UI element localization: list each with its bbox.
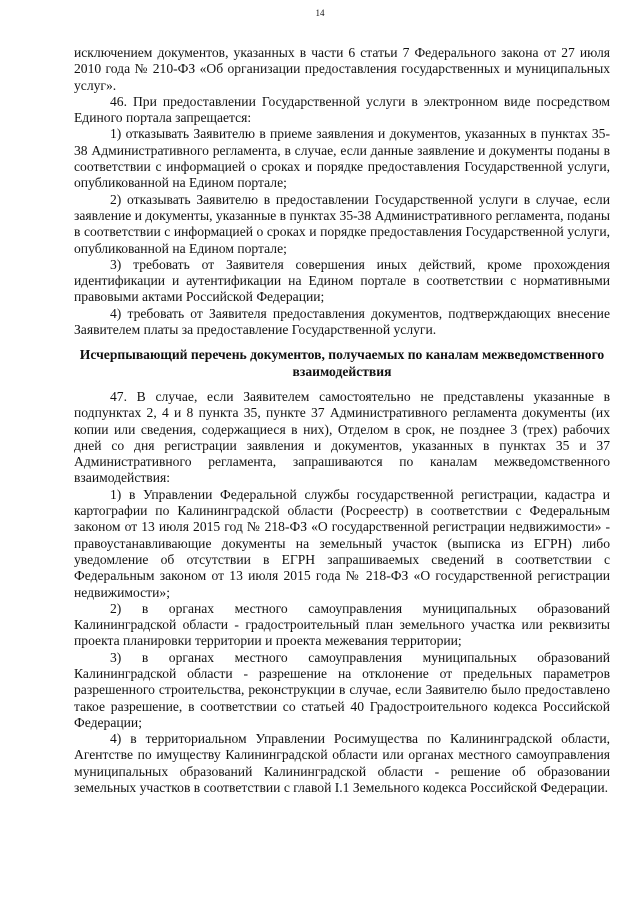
page-content xyxy=(74,45,610,796)
paragraph-continuation: исключением документов, указанных в части 6 статьи 7 Федерального закона от 27 июля 2010 года № 210-ФЗ «Об организации предоставления государственных и муниципальных услуг». xyxy=(74,45,610,93)
paragraph-47-item-3: 3) в органах местного самоуправления муниципальных образований Калининградской области - разрешение на отклонение от предельных параметров разрешенного строительства, реконструкции в случае, если Заявителю было предоставлено такое разрешение, в соответствии со статьей 40 Градостроительного кодекса Российской Федерации; xyxy=(74,649,610,730)
paragraph-46: 46. При предоставлении Государственной услуги в электронном виде посредством Единого портала запрещается: xyxy=(74,93,610,126)
paragraph-47-item-1: 1) в Управлении Федеральной службы государственной регистрации, кадастра и картографии по Калининградской области (Росреестр) в соответствии с Федеральным законом от 13 июля 2015 год № 218-ФЗ «О государственной регистрации недвижимости» - правоустанавливающие документы на земельный участок (выписка из ЕГРН) либо уведомление об отсутствии в ЕГРН запрашиваемых сведений в соответствии с Федеральным законом от 13 июля 2015 года № 218-ФЗ «О государственной регистрации недвижимости»; xyxy=(74,486,610,600)
paragraph-46-item-3: 3) требовать от Заявителя совершения иных действий, кроме прохождения идентификации и аутентификации на Едином портале в соответствии с нормативными правовыми актами Российской Федерации; xyxy=(74,256,610,305)
paragraph-47-item-2: 2) в органах местного самоуправления муниципальных образований Калининградской области - градостроительный план земельного участка или реквизиты проекта планировки территории и проекта межевания территории; xyxy=(74,600,610,649)
paragraph-46-item-2: 2) отказывать Заявителю в предоставлении Государственной услуги в случае, если заявление и документы, указанные в пунктах 35-38 Административного регламента, поданы в соответствии с информацией о сроках и порядке предоставления Государственной услуги, опубликованной на Едином портале; xyxy=(74,191,611,256)
section-heading: Исчерпывающий перечень документов, получаемых по каналам межведомственного взаимодействия xyxy=(79,347,605,379)
paragraph-46-item-4: 4) требовать от Заявителя предоставления документов, подтверждающих внесение Заявителем платы за предоставление Государственной услуги. xyxy=(74,305,610,338)
paragraph-47-item-4: 4) в территориальном Управлении Росимущества по Калининградской области, Агентстве по имуществу Калининградской области или органах местного самоуправления муниципальных образований Калининградской области - решение об образовании земельных участков в соответствии с главой I.1 Земельного кодекса Российской Федерации. xyxy=(74,731,610,796)
page-number: 14 xyxy=(315,8,325,18)
paragraph-47: 47. В случае, если Заявителем самостоятельно не представлены указанные в подпунктах 2, 4 и 8 пункта 35, пункте 37 Административного регламента документы (их копии или сведения, содержащиеся в них), Отделом в срок, не позднее 3 (трех) рабочих дней со дня регистрации заявления и документов, указанных в пунктах 35 и 37 Административного регламента, запрашиваются по каналам межведомственного взаимодействия: xyxy=(74,388,610,486)
paragraph-46-item-1: 1) отказывать Заявителю в приеме заявления и документов, указанных в пунктах 35-38 Административного регламента, в случае, если данные заявление и документы поданы в соответствии с информацией о сроках и порядке предоставления Государственной услуги, опубликованной на Едином портале; xyxy=(74,126,610,191)
